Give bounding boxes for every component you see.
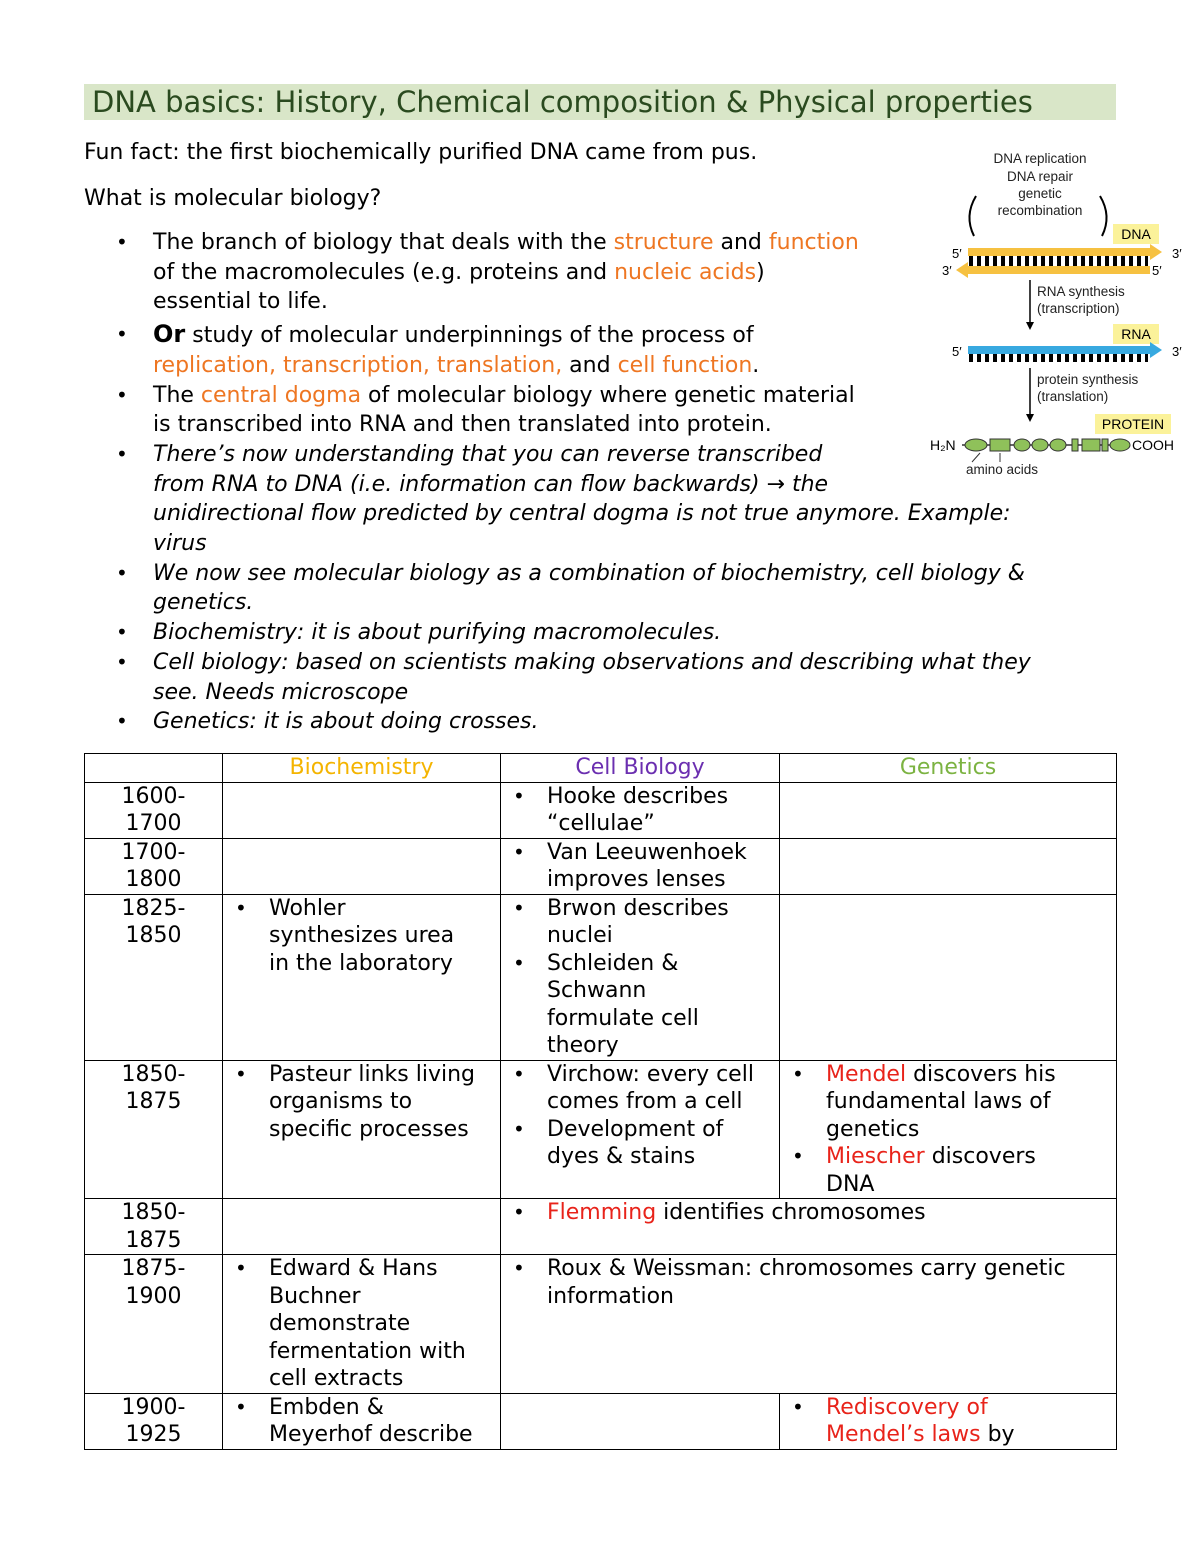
table-row [85,838,1117,894]
cellbio-cell [501,782,780,838]
highlight-mendels-laws: Mendel’s laws [826,1422,981,1447]
cellbio-genetics-merged-cell [501,1255,1117,1394]
bullet-icon: • [235,1061,247,1086]
highlight-structure: structure [613,230,714,255]
biochem-cell [223,894,501,1060]
top-labels [993,151,1086,218]
genetics-cell [780,1060,1117,1199]
transcription-label: (transcription) [1037,301,1120,316]
bullet-icon: • [792,1144,804,1168]
list-item: • Virchow: every cell comes from a cell [513,1061,754,1114]
bullet-icon: • [116,382,128,407]
year-cell: 1850- 1875 [85,1199,223,1255]
table-row [85,1060,1117,1199]
list-item-continuation: is transcribed into RNA and then translated into protein. [153,412,772,438]
cellbio-genetics-merged-cell [501,1199,1117,1255]
highlight-cell-function: cell function [617,352,753,378]
genetics-cell [780,1393,1117,1449]
rna-label: RNA [1121,326,1151,342]
list-item: • Wohler synthesizes urea in the laboratory [235,895,455,976]
list-item: • Brwon describes nuclei [513,895,729,948]
highlight-rediscovery: Rediscovery of [826,1394,988,1420]
bullet-icon: • [513,1116,525,1141]
five-prime-label: 5′ [1152,263,1162,278]
list-item-continuation: replication, transcription, translation, and cell function. [153,352,760,378]
list-item: • Biochemistry: it is about purifying macromolecules. [84,618,1124,648]
year-cell: 1900- 1925 [85,1393,223,1449]
amino-acids-label: amino acids [966,462,1039,477]
biochem-cell [223,1393,501,1449]
year-cell: 1700- 1800 [85,838,223,894]
three-prime-label: 3′ [942,263,952,278]
biochem-cell [223,1060,501,1199]
emphasis-or: Or [153,320,186,349]
list-item: • The central dogma of molecular biology where genetic material [84,381,1124,411]
bullet-icon: • [116,441,128,466]
h2n-label: H₂N [930,437,956,453]
cellbio-cell [501,1060,780,1199]
table-header-row [85,754,1117,783]
list-item-continuation: see. Needs microscope [153,679,409,705]
dna-double-strand [956,244,1162,278]
arrowhead-icon [1026,322,1034,330]
genetics-cell [780,782,1117,838]
biochem-cell [223,782,501,838]
bullet-icon: • [235,895,247,920]
list-item: • Development of dyes & stains [513,1116,724,1169]
list-item: • There’s now understanding that you can reverse transcribed [84,440,1124,470]
highlight-nucleic-acids: nucleic acids [614,259,757,285]
list-item: • Van Leeuwenhoek improves lenses [513,839,747,892]
amino-acid-chain [962,439,1130,451]
label-genetic: genetic [1018,186,1062,201]
list-item: • Embden & Meyerhof describe [235,1394,473,1447]
bullet-icon: • [116,230,128,254]
bullet-icon: • [513,1061,525,1086]
table-row [85,1255,1117,1394]
list-item: • Genetics: it is about doing crosses. [84,707,1124,737]
label-dna-replication: DNA replication [993,151,1087,166]
list-item: • Mendel discovers his fundamental laws of genetics [792,1061,1056,1142]
three-prime-label: 3′ [1172,246,1182,261]
cooh-label: COOH [1132,437,1174,453]
highlight-flemming: Flemming [547,1200,657,1225]
header-genetics: Genetics [780,754,1117,783]
list-item: • Cell biology: based on scientists making observations and describing what they [84,648,1124,678]
list-item: • Edward & Hans Buchner demonstrate fermentation with cell extracts [235,1256,466,1391]
dna-label: DNA [1121,226,1151,242]
bullet-icon: • [116,322,128,347]
list-item: • Hooke describes “cellulae” [513,783,729,836]
biochem-cell [223,838,501,894]
three-prime-label: 3′ [1172,344,1182,359]
list-item: • The branch of biology that deals with the structure and function [84,228,1124,258]
bullet-icon: • [792,1061,804,1086]
label-dna-repair: DNA repair [1006,169,1074,184]
list-item-continuation: of the macromolecules (e.g. proteins and nucleic acids) [153,259,765,285]
label-recombination: recombination [997,203,1083,218]
bullet-icon: • [116,560,128,585]
bracket-left-icon [969,196,976,236]
highlight-miescher: Miescher [826,1144,925,1169]
protein-synthesis-label: protein synthesis [1037,372,1139,387]
list-item: • Flemming identifies chromosomes [513,1200,926,1225]
five-prime-label: 5′ [952,246,962,261]
bullet-icon: • [513,1256,525,1280]
list-item-continuation: essential to life. [153,289,328,315]
highlight-processes: replication, transcription, translation, [153,352,563,378]
arrowhead-icon [1026,414,1034,422]
year-cell: 1600- 1700 [85,782,223,838]
year-cell: 1875- 1900 [85,1255,223,1394]
bullet-icon: • [513,895,525,920]
list-item: • Miescher discovers DNA [792,1144,1036,1197]
header-empty-cell [85,754,223,783]
highlight-mendel: Mendel [826,1061,907,1087]
rna-synthesis-label: RNA synthesis [1037,284,1125,299]
genetics-cell [780,894,1117,1060]
header-biochemistry: Biochemistry [223,754,501,783]
bracket-right-icon [1100,196,1107,236]
list-item: • We now see molecular biology as a combination of biochemistry, cell biology & [84,559,1124,589]
translation-label: (translation) [1037,389,1109,404]
bullet-icon: • [513,839,525,864]
bullet-icon: • [116,620,128,645]
history-timeline-table [84,753,1117,1450]
table-row [85,782,1117,838]
list-item-continuation: unidirectional flow predicted by central dogma is not true anymore. Example: [153,501,1011,527]
five-prime-label: 5′ [952,344,962,359]
year-cell: 1850- 1875 [85,1060,223,1199]
bullet-icon: • [116,709,128,734]
central-dogma-diagram [928,146,1200,486]
list-item: • Or study of molecular underpinnings of the process of [116,320,754,349]
bullet-icon: • [235,1394,247,1419]
cellbio-cell [501,838,780,894]
highlight-central-dogma: central dogma [200,382,362,408]
cellbio-cell [501,1393,780,1449]
biochem-cell [223,1199,501,1255]
bullet-icon: • [513,1200,525,1224]
protein-label: PROTEIN [1101,416,1165,432]
list-item-continuation: genetics. [153,590,254,616]
biochem-cell [223,1255,501,1394]
list-item-continuation: virus [153,531,207,557]
bullet-icon: • [235,1256,247,1280]
bullet-icon: • [513,950,525,975]
list-item: • Pasteur links living organisms to specific processes [235,1061,475,1142]
list-item: • Schleiden & Schwann formulate cell theory [513,950,699,1058]
header-cell-biology: Cell Biology [501,754,780,783]
table-row [85,1393,1117,1449]
highlight-function: function [768,230,859,255]
list-item: • Rediscovery of Mendel’s laws by [784,1394,1112,1449]
fun-fact: Fun fact: the first biochemically purified DNA came from pus. [84,140,758,165]
page-title: DNA basics: History, Chemical composition & Physical properties [84,84,1116,120]
rna-strand [968,342,1162,362]
genetics-cell [780,838,1117,894]
year-cell: 1825- 1850 [85,894,223,1060]
table-row [85,1199,1117,1255]
cellbio-cell [501,894,780,1060]
table-row [85,894,1117,1060]
bullet-icon: • [116,649,128,674]
list-item-continuation: from RNA to DNA (i.e. information can flow backwards) → the [153,471,829,497]
bullet-icon: • [513,783,525,808]
question-heading: What is molecular biology? [84,186,382,211]
list-item: • Roux & Weissman: chromosomes carry genetic information [513,1256,1066,1309]
bullet-icon: • [792,1394,804,1419]
